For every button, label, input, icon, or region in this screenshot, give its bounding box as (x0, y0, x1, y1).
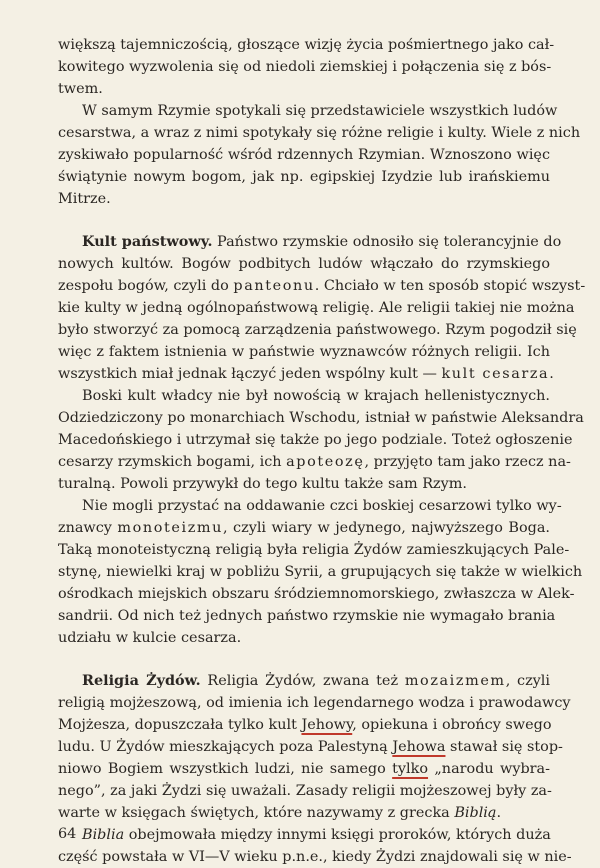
section-gap (58, 210, 550, 231)
text-line: Odziedziczony po monarchiach Wschodu, istniał w państwie Aleksandra (58, 410, 584, 426)
text-line: większą tajemniczością, głoszące wizję życia pośmiertnego jako cał- (58, 37, 555, 53)
text-line: świątynie nowym bogom, jak np. egipskiej Izydzie lub irańskiemu (58, 169, 550, 185)
text-line: Boski kult władcy nie był nowością w krajach hellenistycznych. (82, 388, 550, 404)
text-fragment: cesarzy rzymskich bogami, ich (58, 454, 287, 470)
term-pantheon: panteonu (233, 278, 315, 294)
text-line (58, 517, 550, 539)
term-monotheism: monoteizmu (117, 520, 224, 536)
text-line: ośrodkach miejskich obszaru śródziemnomorskiego, zwłaszcza w Alek- (58, 586, 575, 602)
text-fragment: stawał się stop- (445, 739, 563, 755)
text-line: nowych kultów. Bogów podbitych ludów włączało do rzymskiego (58, 256, 550, 272)
text-line: więc z faktem istnienia w państwie wyznawców różnych religii. Ich (58, 344, 550, 360)
text-fragment: zespołu bogów, czyli do (58, 278, 234, 294)
text-line: zyskiwało popularność wśród rdzennych Rzymian. Wznoszono więc (58, 147, 550, 163)
text-line (58, 451, 571, 473)
text-line: Macedońskiego i utrzymał się także po jego podziale. Toteż ogłoszenie (58, 432, 573, 448)
text-line: Nie mogli przystać na oddawanie czci boskiej cesarzowi tylko wy- (82, 498, 562, 514)
underlined-word-jehovah: Jehowy (301, 717, 353, 733)
text-fragment: Religia Żydów, zwana też (200, 673, 405, 689)
text-line (58, 824, 550, 846)
term-emperor-cult: kult cesarza (441, 366, 550, 382)
text-fragment: „narodu wybra- (428, 761, 550, 777)
term-bible: Biblią (454, 805, 497, 821)
text-line (58, 714, 550, 736)
section-gap (58, 649, 550, 670)
text-line: udziału w kulcie cesarza. (58, 630, 242, 646)
text-line (58, 802, 550, 824)
text-fragment: Mojżesza, dopuszczała tylko kult (58, 717, 302, 733)
text-line: religią mojżeszową, od imienia ich legendarnego wodza i prawodawcy (58, 695, 571, 711)
text-fragment: wszystkich miał jednak łączyć jeden wspólny kult — (58, 366, 442, 382)
text-line: turalną. Powoli przywykł do tego kultu także sam Rzym. (58, 476, 467, 492)
text-fragment: , opiekuna i obrońcy swego (352, 717, 552, 733)
page-number: 64 (58, 826, 77, 842)
text-fragment: . (496, 805, 502, 821)
text-line: część powstała w VI—V wieku p.n.e., kiedy Żydzi znajdowali się w nie- (58, 849, 572, 865)
text-line: było stworzyć za pomocą zarządzenia państwowego. Rzym pogodził się (58, 322, 577, 338)
text-fragment: Państwo rzymskie odnosiło się tolerancyjnie do (212, 234, 562, 250)
term-bible: Biblia (82, 827, 125, 843)
text-line: sandrii. Od nich też jednych państwo rzymskie nie wymagało brania (58, 608, 556, 624)
text-line (58, 231, 562, 253)
text-fragment: , przyjęto tam jako rzecz na- (364, 454, 571, 470)
text-line: Taką monoteistyczną religią była religia Żydów zamieszkujących Pale- (58, 542, 570, 558)
text-line: Mitrze. (58, 191, 111, 207)
text-fragment: znawcy (58, 520, 118, 536)
text-fragment: niowo Bogiem wszystkich ludzi, nie samego (58, 761, 393, 777)
text-fragment: , czyli (505, 673, 551, 689)
term-apotheosis: apoteozę (286, 454, 365, 470)
underlined-word-jehovah: Jehowa (392, 739, 446, 755)
text-line: cesarstwa, a wraz z nimi spotykały się różne religie i kulty. Wiele z nich (58, 125, 581, 141)
text-line: nego”, za jaki Żydzi się uważali. Zasady religii mojżeszowej były za- (58, 783, 552, 799)
text-fragment: . (549, 366, 554, 382)
text-line (58, 363, 554, 385)
section-heading-state-cult: Kult państwowy. (82, 233, 213, 250)
text-line: kie kulty w jedną ogólnopaństwową religię. Ale religii takiej nie można (58, 300, 575, 316)
section-heading-jewish-religion: Religia Żydów. (82, 672, 201, 689)
page-text (58, 34, 586, 868)
text-line (58, 275, 586, 297)
text-line (58, 670, 550, 692)
term-mosaism: mozaizmem (404, 673, 506, 689)
text-line: W samym Rzymie spotykali się przedstawiciele wszystkich ludów (82, 103, 558, 119)
text-line: twem. (58, 81, 103, 97)
underlined-word-only: tylko (392, 761, 429, 777)
text-fragment: , czyli wiary w jedynego, najwyższego Boga. (223, 520, 550, 536)
text-line: stynę, niewielki kraj w pobliżu Syrii, a grupujących się także w wielkich (58, 564, 583, 580)
text-line (58, 736, 563, 758)
text-fragment: obejmowała między innymi księgi proroków, których duża (124, 827, 551, 843)
text-fragment: ludu. U Żydów mieszkających poza Palestyną (58, 739, 393, 755)
text-fragment: warte w księgach świętych, które nazywamy z grecka (58, 805, 455, 821)
text-line (58, 758, 550, 780)
text-fragment: . Chciało w ten sposób stopić wszyst- (314, 278, 586, 294)
text-line: kowitego wyzwolenia się od niedoli ziemskiej i połączenia się z bós- (58, 59, 552, 75)
